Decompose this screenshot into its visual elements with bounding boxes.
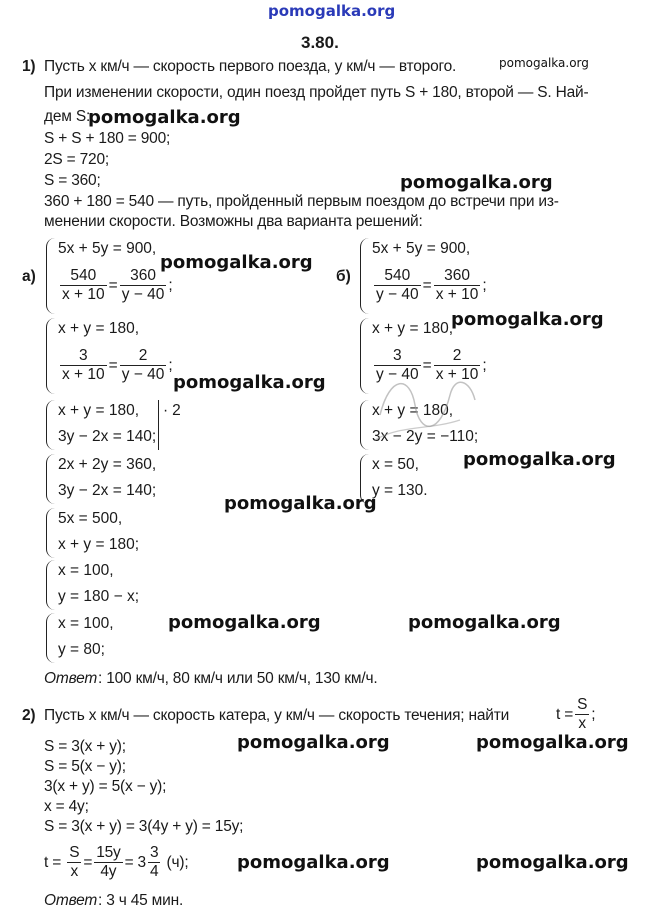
numerator: 2: [120, 348, 167, 366]
brace: [46, 318, 56, 394]
brace: [46, 454, 56, 504]
watermark[interactable]: pomogalka.org: [400, 172, 553, 193]
part1-intro-line1: Пусть x км/ч — скорость первого поезда, y км/ч — второго.: [44, 58, 457, 75]
denominator: x + 10: [62, 366, 105, 384]
numerator: S: [67, 845, 81, 863]
case-b-system-4: [360, 454, 560, 506]
numerator: 540: [374, 268, 421, 286]
part2-line2: S = 5(x − y);: [44, 758, 126, 775]
numerator: 3: [148, 845, 160, 863]
denominator: y − 40: [376, 286, 419, 304]
denominator: 4: [149, 863, 159, 881]
brace: [46, 560, 56, 610]
equation: 5x = 500,: [58, 510, 123, 527]
numerator: 360: [434, 268, 481, 286]
case-a-system-2: [46, 318, 246, 396]
brace: [46, 400, 56, 450]
case-a-system-5: [46, 508, 246, 560]
part1-eq3: S = 360;: [44, 172, 101, 189]
case-a-system-4: [46, 454, 246, 506]
part1-intro-line3: дем S:: [44, 108, 91, 125]
denominator: x + 10: [62, 286, 105, 304]
denominator: x + 10: [435, 366, 479, 384]
pen-scribble: [360, 355, 490, 455]
equation: 5x + 5y = 900,: [58, 240, 157, 257]
watermark[interactable]: pomogalka.org: [168, 612, 321, 633]
equation-fraction: $\frac{3}{y - 40}$ = $\frac{2}{x + 10}$ ;: [376, 347, 487, 384]
equation: y = 180 − x;: [58, 588, 139, 605]
equation: x + y = 180,: [58, 320, 139, 337]
brace: [46, 508, 56, 558]
fraction: [67, 845, 81, 881]
brace: [360, 454, 370, 504]
watermark-small[interactable]: pomogalka.org: [499, 56, 589, 70]
part2-line4: x = 4y;: [44, 798, 89, 815]
find-lhs: t =: [556, 705, 574, 723]
numerator: 540: [60, 268, 107, 286]
watermark-top[interactable]: pomogalka.org: [268, 2, 396, 20]
part1-intro-line2: При изменении скорости, один поезд пройдет путь S + 180, второй — S. Най-: [44, 84, 589, 101]
fraction: [575, 697, 589, 733]
part2-number: 2): [22, 707, 36, 724]
fraction: [94, 845, 122, 881]
equation: y = 80;: [58, 641, 105, 658]
equation: 3x − 2y = −110;: [372, 428, 479, 445]
brace: [360, 238, 370, 314]
numerator: 3: [374, 348, 421, 366]
part2-line3: 3(x + y) = 5(x − y);: [44, 778, 167, 795]
equation-fraction: $\frac{3}{x + 10}$ = $\frac{2}{y - 40}$ ;: [62, 347, 173, 384]
multiplier-bar: [158, 400, 159, 450]
part1-number: 1): [22, 58, 36, 75]
numerator: 15y: [94, 845, 122, 863]
numerator: 3: [60, 348, 107, 366]
case-b-system-1: [360, 238, 560, 316]
case-b-label: б): [336, 268, 351, 285]
equation: x + y = 180,: [58, 402, 139, 419]
watermark[interactable]: pomogalka.org: [408, 612, 561, 633]
case-a-system-7: [46, 613, 246, 665]
part2-answer-label: Ответ: [44, 892, 98, 909]
part2-line5: S = 3(x + y) = 3(4y + y) = 15y;: [44, 818, 244, 835]
denominator: y − 40: [121, 366, 165, 384]
part2-line1: S = 3(x + y);: [44, 738, 126, 755]
part1-answer-label: Ответ: [44, 670, 98, 687]
equation: x + y = 180;: [58, 536, 139, 553]
watermark[interactable]: pomogalka.org: [237, 852, 390, 873]
equation: x + y = 180,: [372, 320, 453, 337]
part2-time-expression: t = $\frac{S}{x}$ = $\frac{15y}{4y}$ = 3 $\frac{3}{4}$ (ч);: [44, 844, 189, 881]
part1-eq5: менении скорости. Возможны два варианта решений:: [44, 213, 423, 230]
part1-eq4: 360 + 180 = 540 — путь, пройденный первым поездом до встречи при из-: [44, 193, 559, 210]
watermark[interactable]: pomogalka.org: [160, 252, 313, 273]
fraction: [60, 348, 107, 384]
case-a-label: а): [22, 268, 36, 285]
equation: 3y − 2x = 140;: [58, 482, 157, 499]
part2-answer: : 3 ч 45 мин.: [98, 892, 184, 909]
problem-title: 3.80.: [301, 33, 339, 52]
equation: x + y = 180,: [372, 402, 453, 419]
watermark[interactable]: pomogalka.org: [463, 449, 616, 470]
fraction: [434, 268, 481, 304]
watermark[interactable]: pomogalka.org: [237, 732, 390, 753]
fraction: [120, 268, 167, 304]
denominator: y − 40: [376, 366, 419, 384]
equation: 5x + 5y = 900,: [372, 240, 471, 257]
equation: y = 130.: [372, 482, 428, 499]
denominator: x: [578, 715, 586, 733]
case-a-system-6: [46, 560, 246, 612]
mixed-fraction: [148, 845, 160, 881]
equation: x = 100,: [58, 615, 114, 632]
case-a-system-1: [46, 238, 246, 316]
part2-intro: Пусть x км/ч — скорость катера, y км/ч — скорость течения; найти: [44, 707, 510, 724]
numerator: S: [575, 697, 589, 715]
part2-find-expression: t = $\frac{S}{x}$ ;: [556, 696, 596, 733]
t-lhs: t =: [44, 853, 62, 871]
brace: [46, 238, 56, 314]
watermark[interactable]: pomogalka.org: [88, 107, 241, 128]
watermark[interactable]: pomogalka.org: [476, 732, 629, 753]
part1-eq2: 2S = 720;: [44, 151, 109, 168]
denominator: x: [70, 863, 79, 881]
multiplier: · 2: [163, 402, 181, 419]
numerator: 360: [120, 268, 167, 286]
denominator: y − 40: [121, 286, 165, 304]
part1-answer: : 100 км/ч, 80 км/ч или 50 км/ч, 130 км/ч.: [98, 670, 378, 687]
equation: x = 100,: [58, 562, 114, 579]
fraction: [60, 268, 107, 304]
watermark[interactable]: pomogalka.org: [224, 493, 377, 514]
equation: 3y − 2x = 140;: [58, 428, 157, 445]
denominator: x + 10: [435, 286, 479, 304]
t-eq: = 3: [124, 853, 146, 871]
equation-fraction: $\frac{540}{x + 10}$ = $\frac{360}{y - 40}$ ;: [62, 267, 173, 304]
equation: 2x + 2y = 360,: [58, 456, 157, 473]
watermark[interactable]: pomogalka.org: [451, 309, 604, 330]
part1-eq1: S + S + 180 = 900;: [44, 130, 171, 147]
t-unit: (ч);: [166, 853, 189, 871]
equation-fraction: $\frac{540}{y - 40}$ = $\frac{360}{x + 10}$ ;: [376, 267, 487, 304]
brace: [46, 613, 56, 663]
watermark[interactable]: pomogalka.org: [173, 372, 326, 393]
fraction: [374, 268, 421, 304]
fraction: [120, 348, 167, 384]
denominator: 4y: [100, 863, 117, 881]
watermark[interactable]: pomogalka.org: [476, 852, 629, 873]
equation: x = 50,: [372, 456, 419, 473]
case-a-system-3: [46, 400, 246, 452]
numerator: 2: [434, 348, 481, 366]
